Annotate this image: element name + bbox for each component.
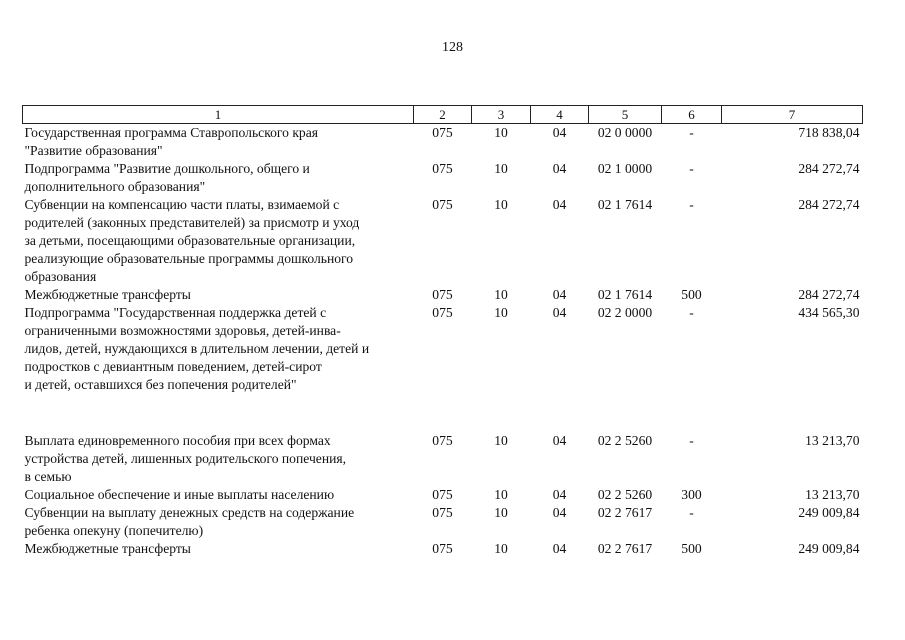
code-col-6-cell: - — [689, 505, 694, 520]
code-col-2-cell: 075 — [432, 305, 453, 320]
table-row — [23, 486, 863, 504]
code-col-6-cell: - — [689, 305, 694, 320]
amount-cell: 249 009,84 — [798, 541, 860, 556]
amount-cell: 284 272,74 — [798, 197, 860, 212]
amount-cell: 718 838,04 — [798, 125, 860, 140]
table-row — [23, 286, 863, 304]
row-name-cell: Межбюджетные трансферты — [24, 287, 191, 302]
code-col-5-cell: 02 2 0000 — [597, 305, 653, 320]
code-col-2-cell: 075 — [432, 161, 453, 176]
code-col-6-cell: 300 — [681, 487, 702, 502]
code-col-3-cell: 10 — [494, 125, 508, 140]
column-header: 7 — [722, 106, 863, 124]
amount-cell: 249 009,84 — [798, 505, 860, 520]
code-col-6-cell: 500 — [681, 541, 702, 556]
code-col-4-cell: 04 — [552, 433, 567, 448]
row-name-cell: Субвенции на компенсацию части платы, взимаемой с родителей (законных представителей) за присмотр и уход за детьми, посещающими образовательные организации, реализующие образовательные программы дошкольного образования — [24, 197, 360, 284]
amount-cell: 284 272,74 — [798, 287, 860, 302]
table-row — [23, 432, 863, 486]
amount-cell: 434 565,30 — [798, 305, 860, 320]
code-col-5-cell: 02 2 5260 — [597, 433, 653, 448]
column-header: 3 — [472, 106, 531, 124]
row-name-cell: Выплата единовременного пособия при всех формах устройства детей, лишенных родительского попечения, в семью — [24, 433, 347, 484]
table-header-row — [23, 106, 863, 124]
column-header: 2 — [414, 106, 472, 124]
column-header: 6 — [662, 106, 722, 124]
row-name-cell: Межбюджетные трансферты — [24, 541, 191, 556]
code-col-4-cell: 04 — [552, 487, 567, 502]
code-col-2-cell: 075 — [432, 125, 453, 140]
code-col-3-cell: 10 — [494, 487, 508, 502]
code-col-6-cell: - — [689, 161, 694, 176]
code-col-5-cell: 02 0 0000 — [597, 125, 653, 140]
code-col-5-cell: 02 1 7614 — [597, 287, 653, 302]
row-name-cell: Государственная программа Ставропольского края "Развитие образования" — [24, 125, 319, 158]
table-row — [23, 540, 863, 558]
code-col-4-cell: 04 — [552, 305, 567, 320]
code-col-4-cell: 04 — [552, 287, 567, 302]
code-col-5-cell: 02 2 7617 — [597, 505, 653, 520]
code-col-2-cell: 075 — [432, 541, 453, 556]
code-col-2-cell: 075 — [432, 433, 453, 448]
table-row — [23, 124, 863, 161]
code-col-3-cell: 10 — [494, 541, 508, 556]
code-col-3-cell: 10 — [494, 197, 508, 212]
code-col-5-cell: 02 2 5260 — [597, 487, 653, 502]
code-col-3-cell: 10 — [494, 505, 508, 520]
row-name-cell: Подпрограмма "Развитие дошкольного, общего и дополнительного образования" — [24, 161, 310, 194]
code-col-2-cell: 075 — [432, 287, 453, 302]
code-col-3-cell: 10 — [494, 433, 508, 448]
amount-cell: 13 213,70 — [805, 433, 860, 448]
table-row — [23, 196, 863, 286]
table-row — [23, 504, 863, 540]
code-col-5-cell: 02 1 0000 — [597, 161, 653, 176]
budget-table — [22, 105, 863, 558]
code-col-4-cell: 04 — [552, 505, 567, 520]
code-col-2-cell: 075 — [432, 505, 453, 520]
code-col-3-cell: 10 — [494, 287, 508, 302]
column-header: 4 — [531, 106, 589, 124]
code-col-4-cell: 04 — [552, 161, 567, 176]
amount-cell: 284 272,74 — [798, 161, 860, 176]
row-name-cell: Субвенции на выплату денежных средств на содержание ребенка опекуну (попечителю) — [24, 505, 355, 538]
code-col-3-cell: 10 — [494, 161, 508, 176]
code-col-4-cell: 04 — [552, 125, 567, 140]
code-col-4-cell: 04 — [552, 197, 567, 212]
amount-cell: 13 213,70 — [805, 487, 860, 502]
code-col-2-cell: 075 — [432, 197, 453, 212]
column-header: 1 — [23, 106, 414, 124]
code-col-4-cell: 04 — [552, 541, 567, 556]
code-col-6-cell: - — [689, 197, 694, 212]
code-col-3-cell: 10 — [494, 305, 508, 320]
row-name-cell: Социальное обеспечение и иные выплаты населению — [24, 487, 335, 502]
code-col-6-cell: - — [689, 433, 694, 448]
code-col-6-cell: 500 — [681, 287, 702, 302]
code-col-5-cell: 02 1 7614 — [597, 197, 653, 212]
code-col-6-cell: - — [689, 125, 694, 140]
code-col-5-cell: 02 2 7617 — [597, 541, 653, 556]
table-row — [23, 304, 863, 432]
page-number: 128 — [442, 40, 463, 55]
column-header: 5 — [589, 106, 662, 124]
code-col-2-cell: 075 — [432, 487, 453, 502]
row-name-cell: Подпрограмма "Государственная поддержка детей с ограниченными возможностями здоровья, детей-инва- лидов, детей, нуждающихся в длительном лечении, детей и подростков с девиантным поведением, детей-сирот и детей, оставшихся без попечения родителей" — [24, 305, 370, 392]
table-row — [23, 160, 863, 196]
